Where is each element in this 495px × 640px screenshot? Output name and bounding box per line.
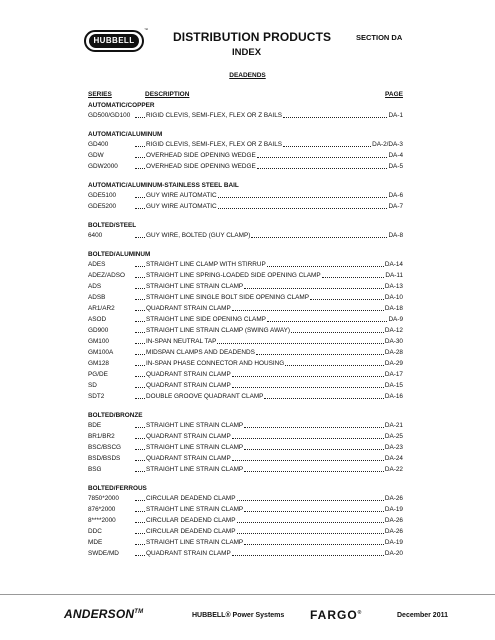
dot-leader (232, 369, 384, 380)
dot-leader (135, 281, 145, 292)
logo-trademark: ™ (144, 27, 148, 32)
dot-leader (232, 380, 384, 391)
series-code: ADS (88, 283, 102, 290)
item-description: DOUBLE GROOVE QUADRANT CLAMP (146, 393, 264, 400)
series-code: BDE (88, 422, 102, 429)
dot-leader (135, 139, 145, 150)
page-reference: DA-24 (384, 455, 403, 462)
dot-leader (217, 336, 383, 347)
category-spacer (88, 475, 403, 484)
dot-leader (135, 347, 145, 358)
dot-leader (135, 515, 145, 526)
series-code: BR1/BR2 (88, 433, 115, 440)
dot-leader (135, 504, 145, 515)
series-code: GD500/GD100 (88, 112, 131, 119)
item-description: QUADRANT STRAIN CLAMP (146, 305, 231, 312)
index-row (88, 259, 403, 270)
page-reference: DA-7 (388, 203, 403, 210)
category-heading: AUTOMATIC/ALUMINUM-STAINLESS STEEL BAIL (88, 182, 239, 189)
fargo-registered-mark: ® (357, 610, 363, 616)
publication-date: December 2011 (397, 612, 448, 619)
item-description: STRAIGHT LINE STRAIN CLAMP (146, 539, 244, 546)
page-subtitle: INDEX (232, 47, 262, 58)
item-description: STRAIGHT LINE STRAIN CLAMP (SWING AWAY) (146, 327, 291, 334)
index-listing (88, 101, 403, 559)
dot-leader (135, 537, 145, 548)
dot-leader (244, 504, 384, 515)
fargo-logo (310, 608, 362, 622)
page-reference: DA-25 (384, 433, 403, 440)
dot-leader (267, 259, 384, 270)
dot-leader (135, 526, 145, 537)
page-reference: DA-10 (384, 294, 403, 301)
dot-leader (135, 420, 145, 431)
item-description: IN-SPAN NEUTRAL TAP (146, 338, 217, 345)
column-header-series: SERIES (88, 91, 112, 98)
item-description: QUADRANT STRAIN CLAMP (146, 382, 231, 389)
item-description: STRAIGHT LINE SPRING-LOADED SIDE OPENING CLAMP (146, 272, 321, 279)
index-row (88, 110, 403, 121)
series-code: ADEZ/ADSO (88, 272, 125, 279)
page-reference: DA-26 (384, 517, 403, 524)
column-header-description: DESCRIPTION (145, 91, 190, 98)
dot-leader (283, 139, 371, 150)
index-row (88, 292, 403, 303)
index-row (88, 504, 403, 515)
dot-leader (264, 391, 383, 402)
dot-leader (285, 358, 384, 369)
dot-leader (135, 442, 145, 453)
dot-leader (135, 303, 145, 314)
dot-leader (244, 281, 384, 292)
dot-leader (135, 314, 145, 325)
item-description: GUY WIRE AUTOMATIC (146, 203, 217, 210)
index-row (88, 270, 403, 281)
item-description: MIDSPAN CLAMPS AND DEADENDS (146, 349, 255, 356)
item-description: GUY WIRE AUTOMATIC (146, 192, 217, 199)
dot-leader (257, 150, 388, 161)
series-code: BSG (88, 466, 102, 473)
page-reference: DA-6 (388, 192, 403, 199)
index-row (88, 358, 403, 369)
page-reference: DA-15 (384, 382, 403, 389)
index-row (88, 303, 403, 314)
dot-leader (135, 464, 145, 475)
category-heading: AUTOMATIC/ALUMINUM (88, 131, 163, 138)
section-label: SECTION DA (356, 33, 403, 42)
fargo-logo-text: FARGO (310, 608, 358, 622)
dot-leader (251, 230, 387, 241)
series-code: DDC (88, 528, 102, 535)
dot-leader (135, 150, 145, 161)
item-description: QUADRANT STRAIN CLAMP (146, 550, 231, 557)
dot-leader (135, 161, 145, 172)
item-description: QUADRANT STRAIN CLAMP (146, 371, 231, 378)
dot-leader (135, 110, 145, 121)
index-row (88, 201, 403, 212)
series-code: SWDE/MD (88, 550, 119, 557)
item-description: RIGID CLEVIS, SEMI-FLEX, FLEX OR Z BAILS (146, 141, 283, 148)
index-row (88, 420, 403, 431)
item-description: OVERHEAD SIDE OPENING WEDGE (146, 163, 256, 170)
page-reference: DA-19 (384, 539, 403, 546)
item-description: STRAIGHT LINE STRAIN CLAMP (146, 283, 244, 290)
dot-leader (244, 442, 384, 453)
index-row (88, 526, 403, 537)
dot-leader (256, 347, 384, 358)
category-spacer (88, 172, 403, 181)
dot-leader (135, 292, 145, 303)
series-code: ASOD (88, 316, 107, 323)
series-code: 7850*2000 (88, 495, 119, 502)
item-description: STRAIGHT LINE SINGLE BOLT SIDE OPENING CLAMP (146, 294, 310, 301)
page-reference: DA-30 (384, 338, 403, 345)
footer-divider (0, 594, 495, 595)
page-reference: DA-26 (384, 495, 403, 502)
dot-leader (232, 548, 384, 559)
hubbell-power-systems-label: HUBBELL® Power Systems (192, 612, 285, 619)
item-description: STRAIGHT LINE SIDE OPENING CLAMP (146, 316, 266, 323)
series-code: GD900 (88, 327, 109, 334)
category-spacer (88, 402, 403, 411)
dot-leader (135, 325, 145, 336)
index-row (88, 281, 403, 292)
index-row (88, 515, 403, 526)
dot-leader (322, 270, 385, 281)
dot-leader (218, 201, 388, 212)
page-reference: DA-20 (384, 550, 403, 557)
index-row (88, 493, 403, 504)
series-code: GM128 (88, 360, 109, 367)
dot-leader (135, 358, 145, 369)
index-row (88, 347, 403, 358)
dot-leader (135, 431, 145, 442)
item-description: RIGID CLEVIS, SEMI-FLEX, FLEX OR Z BAILS (146, 112, 283, 119)
hubbell-logo (84, 27, 148, 52)
series-code: 6400 (88, 232, 103, 239)
page-reference: DA-9 (388, 316, 403, 323)
series-code: 8****2000 (88, 517, 116, 524)
dot-leader (283, 110, 387, 121)
index-row (88, 548, 403, 559)
index-row (88, 336, 403, 347)
dot-leader (237, 493, 384, 504)
category-spacer (88, 212, 403, 221)
dot-leader (291, 325, 384, 336)
series-code: MDE (88, 539, 103, 546)
page-reference: DA-16 (384, 393, 403, 400)
index-row (88, 380, 403, 391)
item-description: QUADRANT STRAIN CLAMP (146, 455, 231, 462)
category-spacer (88, 121, 403, 130)
category-heading: BOLTED/STEEL (88, 222, 137, 229)
page-reference: DA-8 (388, 232, 403, 239)
dot-leader (237, 515, 384, 526)
index-row (88, 139, 403, 150)
page-reference: DA-4 (388, 152, 403, 159)
series-code: BSD/BSDS (88, 455, 121, 462)
item-description: STRAIGHT LINE CLAMP WITH STIRRUP (146, 261, 266, 268)
page-reference: DA-19 (384, 506, 403, 513)
series-code: AR1/AR2 (88, 305, 115, 312)
category-heading: AUTOMATIC/COPPER (88, 102, 155, 109)
dot-leader (135, 201, 145, 212)
page-reference: DA-13 (384, 283, 403, 290)
index-row (88, 464, 403, 475)
item-description: STRAIGHT LINE STRAIN CLAMP (146, 444, 244, 451)
dot-leader (257, 161, 388, 172)
index-row (88, 161, 403, 172)
index-row (88, 325, 403, 336)
series-code: GM100 (88, 338, 109, 345)
page-reference: DA-28 (384, 349, 403, 356)
dot-leader (244, 420, 384, 431)
page-reference: DA-1 (388, 112, 403, 119)
page-title: DISTRIBUTION PRODUCTS (173, 30, 332, 44)
page-reference: DA-2/DA-3 (372, 141, 403, 148)
page-reference: DA-29 (384, 360, 403, 367)
column-header-page: PAGE (385, 91, 403, 98)
series-code: 876*2000 (88, 506, 116, 513)
dot-leader (237, 526, 384, 537)
series-code: SD (88, 382, 97, 389)
dot-leader (135, 270, 145, 281)
item-description: STRAIGHT LINE STRAIN CLAMP (146, 466, 244, 473)
series-code: ADES (88, 261, 106, 268)
page-reference: DA-23 (384, 444, 403, 451)
page-reference: DA-14 (384, 261, 403, 268)
index-row (88, 431, 403, 442)
dot-leader (310, 292, 384, 303)
dot-leader (267, 314, 388, 325)
category-heading: BOLTED/ALUMINUM (88, 251, 151, 258)
series-code: ADSB (88, 294, 106, 301)
category-spacer (88, 241, 403, 250)
index-row (88, 150, 403, 161)
item-description: STRAIGHT LINE STRAIN CLAMP (146, 422, 244, 429)
series-code: PG/DE (88, 371, 108, 378)
index-row (88, 230, 403, 241)
page-reference: DA-11 (385, 272, 403, 279)
page-reference: DA-17 (384, 371, 403, 378)
page-reference: DA-22 (384, 466, 403, 473)
item-description: STRAIGHT LINE STRAIN CLAMP (146, 506, 244, 513)
index-row (88, 391, 403, 402)
dot-leader (135, 391, 145, 402)
index-row (88, 442, 403, 453)
series-code: GM100A (88, 349, 114, 356)
dot-leader (218, 190, 388, 201)
anderson-logo (64, 607, 143, 621)
dot-leader (135, 453, 145, 464)
index-row (88, 190, 403, 201)
page-reference: DA-5 (388, 163, 403, 170)
dot-leader (135, 230, 145, 241)
index-row (88, 314, 403, 325)
item-description: QUADRANT STRAIN CLAMP (146, 433, 231, 440)
index-row (88, 537, 403, 548)
dot-leader (244, 537, 384, 548)
series-code: BSC/BSCG (88, 444, 122, 451)
item-description: GUY WIRE, BOLTED (GUY CLAMP) (146, 232, 251, 239)
group-title: DEADENDS (229, 72, 266, 79)
index-row (88, 453, 403, 464)
category-heading: BOLTED/FERROUS (88, 485, 147, 492)
series-code: GD400 (88, 141, 109, 148)
dot-leader (135, 369, 145, 380)
item-description: CIRCULAR DEADEND CLAMP (146, 517, 236, 524)
item-description: CIRCULAR DEADEND CLAMP (146, 528, 236, 535)
dot-leader (135, 190, 145, 201)
dot-leader (244, 464, 384, 475)
dot-leader (232, 303, 384, 314)
series-code: SDT2 (88, 393, 105, 400)
series-code: GDW2000 (88, 163, 118, 170)
dot-leader (232, 431, 384, 442)
page-reference: DA-12 (384, 327, 403, 334)
anderson-trademark: TM (134, 609, 144, 615)
dot-leader (135, 380, 145, 391)
page-reference: DA-26 (384, 528, 403, 535)
item-description: OVERHEAD SIDE OPENING WEDGE (146, 152, 256, 159)
page-reference: DA-21 (384, 422, 403, 429)
page-reference: DA-18 (384, 305, 403, 312)
dot-leader (135, 336, 145, 347)
dot-leader (135, 493, 145, 504)
dot-leader (135, 259, 145, 270)
dot-leader (232, 453, 384, 464)
series-code: GDE5200 (88, 203, 117, 210)
category-heading: BOLTED/BRONZE (88, 412, 143, 419)
item-description: CIRCULAR DEADEND CLAMP (146, 495, 236, 502)
item-description: IN-SPAN PHASE CONNECTOR AND HOUSING (146, 360, 285, 367)
series-code: GDE5100 (88, 192, 117, 199)
hubbell-logo-text: HUBBELL (89, 34, 139, 48)
dot-leader (135, 548, 145, 559)
series-code: GDW (88, 152, 104, 159)
index-row (88, 369, 403, 380)
anderson-logo-text: ANDERSON (64, 607, 135, 621)
